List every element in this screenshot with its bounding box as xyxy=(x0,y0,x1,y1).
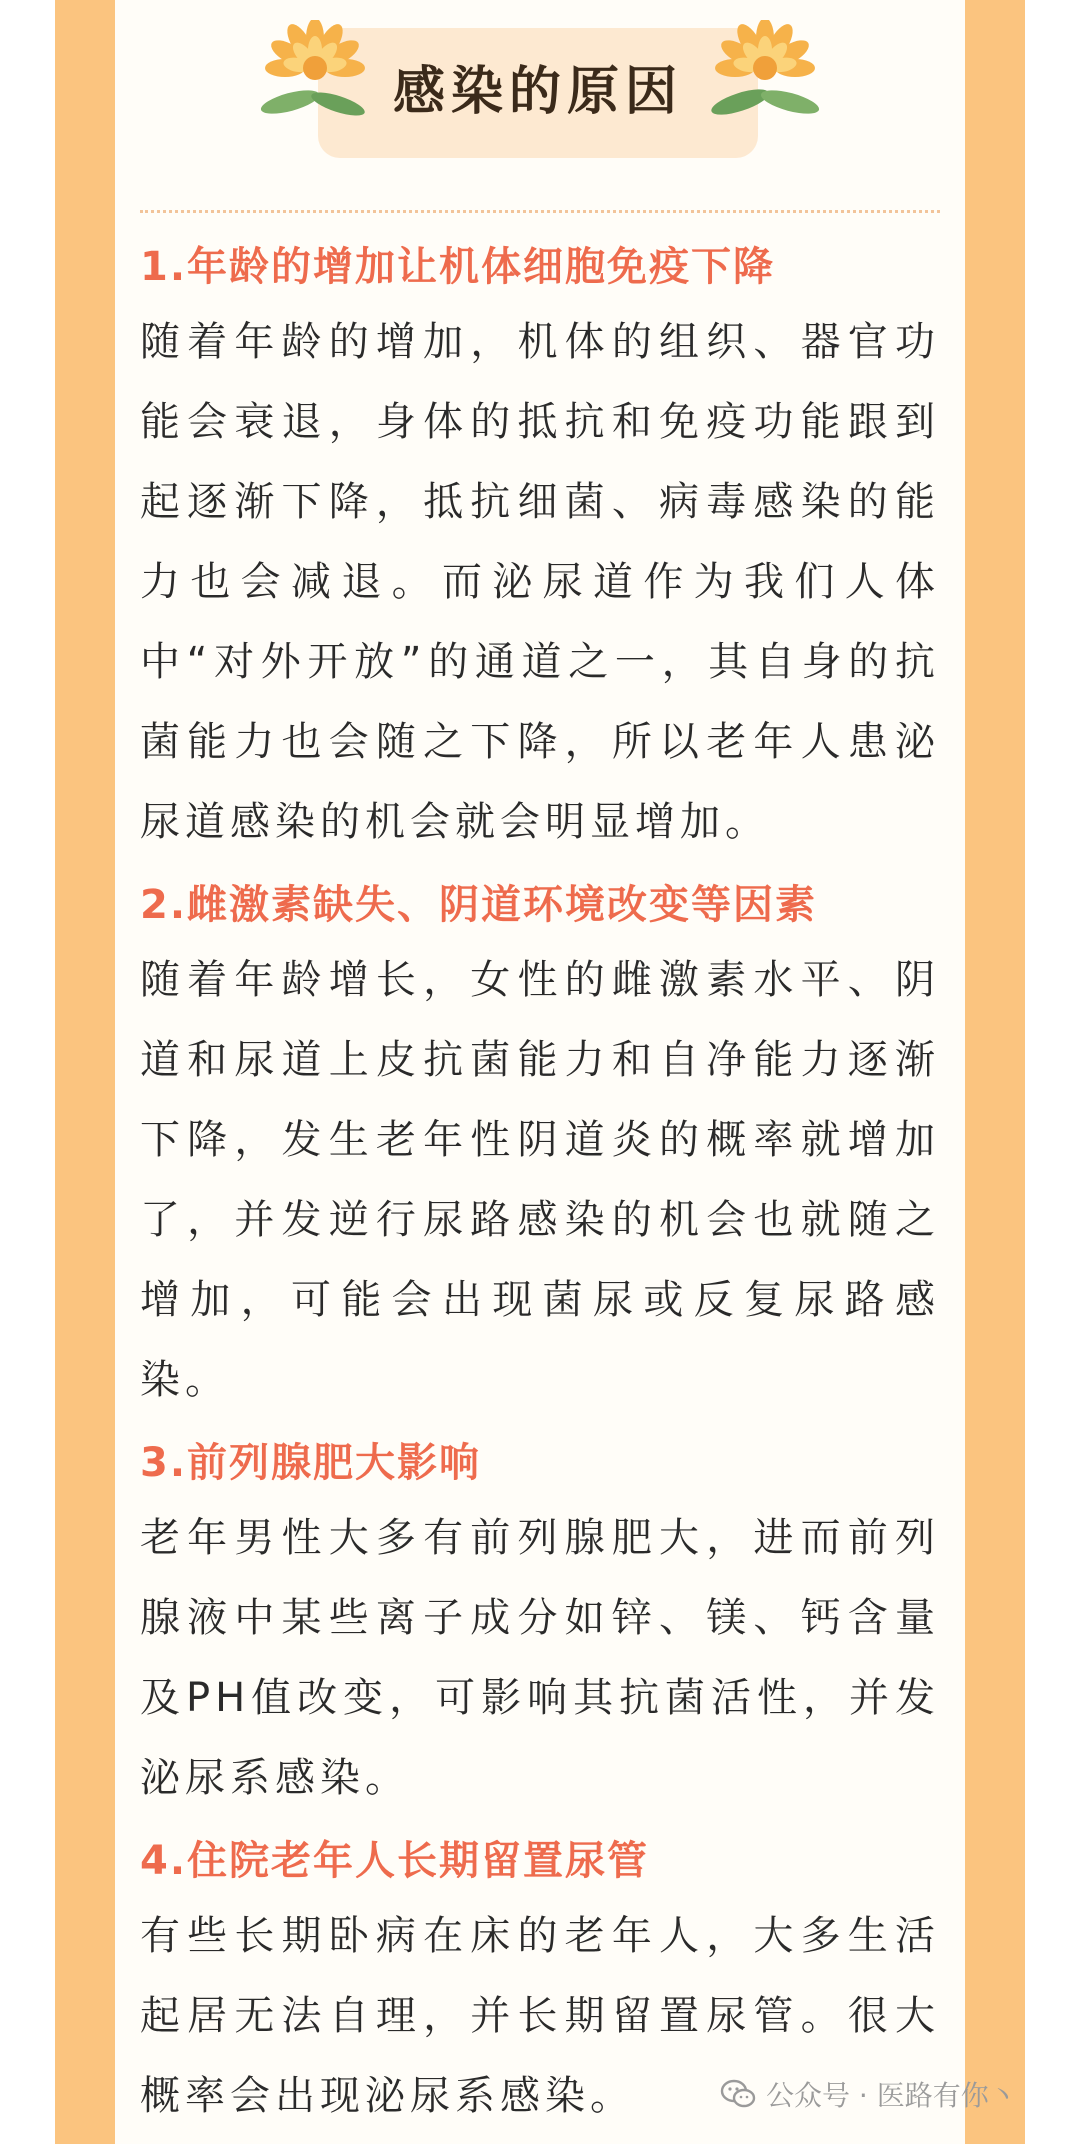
section-heading: 3.前列腺肥大影响 xyxy=(140,1440,482,1486)
section-heading: 1.年龄的增加让机体细胞免疫下降 xyxy=(140,244,776,290)
section-1 xyxy=(140,232,940,862)
section-paragraph: 随着年龄增长，女性的雌激素水平、阴道和尿道上皮抗菌能力和自净能力逐渐下降，发生老年性阴道炎的概率就增加了，并发逆行尿路感染的机会也就随之增加，可能会出现菌尿或反复尿路感染。 xyxy=(140,957,940,1403)
section-paragraph: 有些长期卧病在床的老年人，大多生活起居无法自理，并长期留置尿管。很大概率会出现泌尿系感染。 xyxy=(140,1913,940,2119)
dotted-divider xyxy=(140,210,940,213)
wechat-icon xyxy=(720,2079,756,2109)
section-3 xyxy=(140,1428,940,1818)
page-title: 感染的原因 xyxy=(392,62,683,122)
watermark-text: 公众号 · 医路有你丶 xyxy=(766,2079,1017,2112)
section-2 xyxy=(140,870,940,1420)
watermark xyxy=(720,2074,1017,2114)
section-heading: 2.雌激素缺失、阴道环境改变等因素 xyxy=(140,882,818,928)
section-heading: 4.住院老年人长期留置尿管 xyxy=(140,1838,650,1884)
section-paragraph: 老年男性大多有前列腺肥大，进而前列腺液中某些离子成分如锌、镁、钙含量及PH值改变，可影响其抗菌活性，并发泌尿系感染。 xyxy=(140,1515,940,1801)
article-content xyxy=(140,232,940,2144)
section-paragraph: 随着年龄的增加，机体的组织、器官功能会衰退，身体的抵抗和免疫功能跟到起逐渐下降，抵抗细菌、病毒感染的能力也会减退。而泌尿道作为我们人体中“对外开放”的通道之一，其自身的抗菌能力也会随之下降，所以老年人患泌尿道感染的机会就会明显增加。 xyxy=(140,319,940,845)
